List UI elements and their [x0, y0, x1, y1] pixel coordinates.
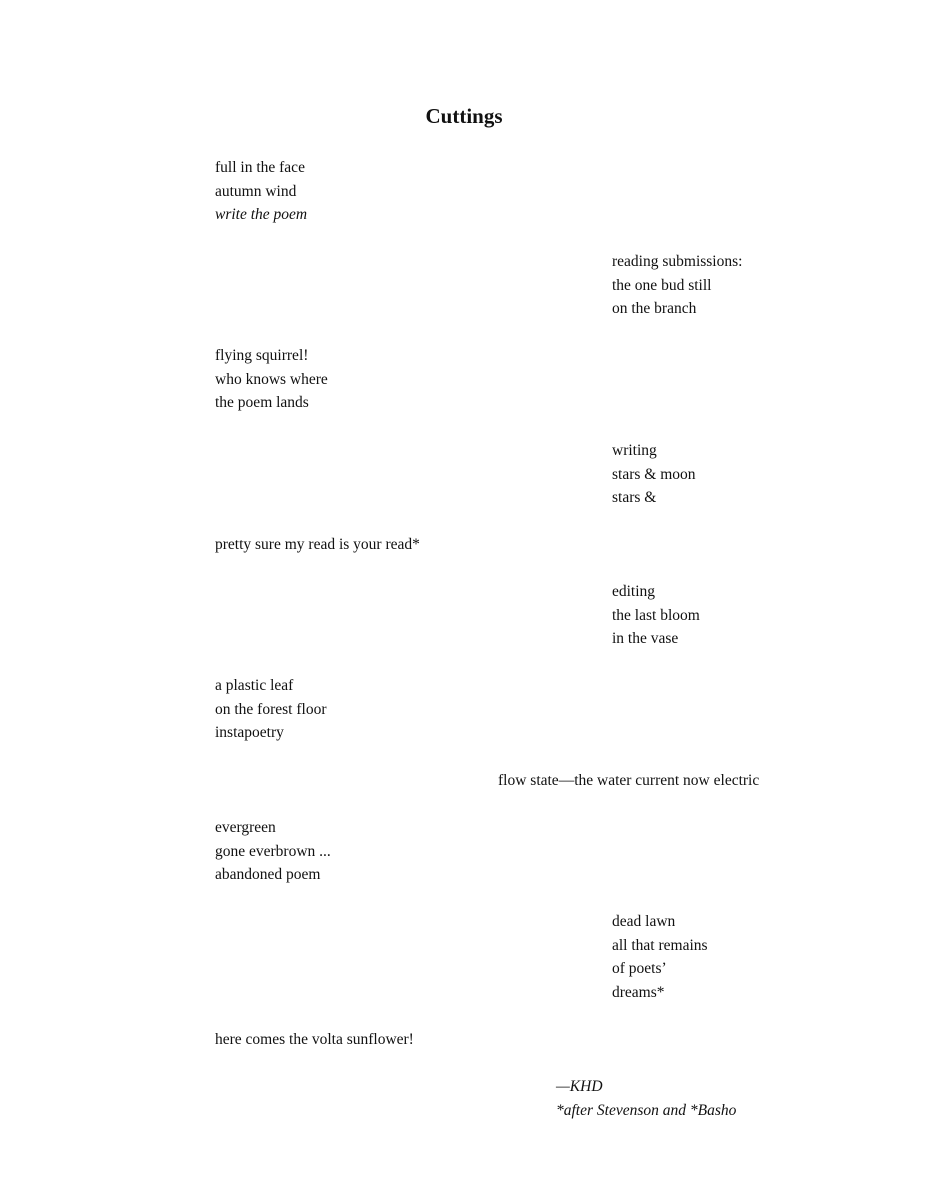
stanza-7 [215, 674, 326, 745]
stanza-4 [612, 439, 696, 510]
stanza-6 [612, 580, 700, 651]
stanza-3 [215, 344, 328, 415]
stanza-line: who knows where [215, 370, 328, 388]
stanza-10 [612, 910, 708, 1004]
author-signature: —KHD [556, 1078, 603, 1095]
stanza-line: the poem lands [215, 394, 309, 412]
stanza-line: write the poem [215, 206, 308, 224]
stanza-9 [215, 816, 331, 887]
stanza-line: evergreen [215, 819, 276, 836]
stanza-line: pretty sure my read is your read* [215, 536, 420, 553]
stanza-line: editing [612, 583, 656, 600]
stanza-line: flying squirrel! [215, 347, 309, 364]
stanza-2 [612, 250, 742, 321]
stanza-line: flow state—the water current now electric [498, 772, 760, 789]
stanza-line: stars & [612, 489, 657, 507]
stanza-1 [215, 156, 307, 227]
stanza-line: writing [612, 442, 657, 459]
poem-title: Cuttings [425, 104, 503, 128]
stanza-line: here comes the volta sunflower! [215, 1031, 414, 1048]
stanza-5 [215, 533, 420, 557]
signature [556, 1075, 736, 1122]
stanza-line: a plastic leaf [215, 677, 294, 694]
stanza-line: the one bud still [612, 276, 712, 294]
stanza-11 [215, 1028, 414, 1052]
stanza-line: abandoned poem [215, 866, 321, 884]
stanza-line: the last bloom [612, 606, 700, 624]
stanza-line: on the forest floor [215, 700, 327, 718]
stanza-line: stars & moon [612, 465, 696, 483]
stanza-line: of poets’ [612, 960, 667, 978]
stanza-8 [498, 769, 759, 793]
stanza-line: all that remains [612, 936, 708, 954]
stanza-line: on the branch [612, 300, 697, 318]
attribution-note: *after Stevenson and *Basho [556, 1101, 737, 1119]
stanza-line: reading submissions: [612, 253, 743, 270]
stanza-line: gone everbrown ... [215, 842, 331, 860]
stanza-line: full in the face [215, 159, 305, 176]
stanza-line: autumn wind [215, 182, 297, 200]
stanza-line: dead lawn [612, 913, 676, 930]
stanza-line: in the vase [612, 630, 679, 648]
stanza-line: dreams* [612, 983, 665, 1001]
stanza-line: instapoetry [215, 724, 284, 742]
